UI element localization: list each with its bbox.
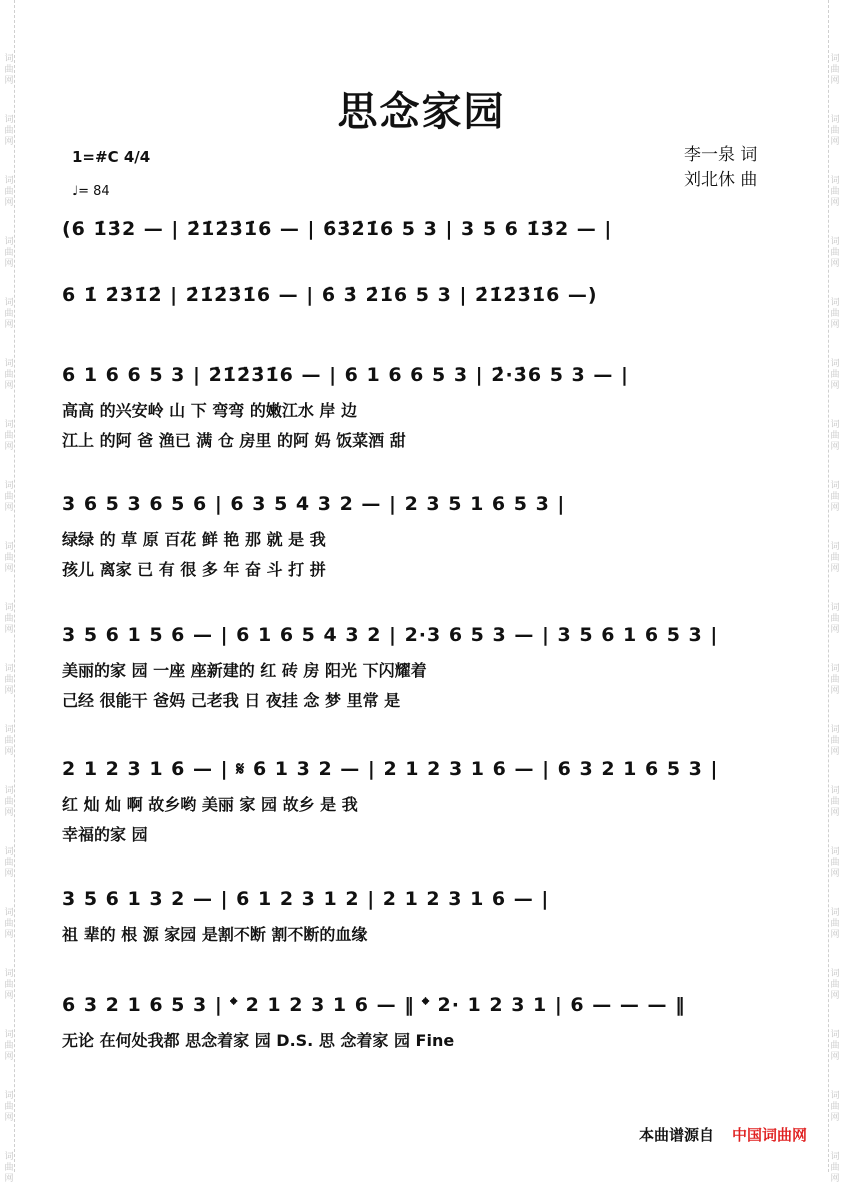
watermark-char: 网 xyxy=(830,320,840,330)
notation-line: (6 1̇3̇2 — | 2̇1̇2̇3̇1̇6 — | 6̇3̇2̇1̇6 5 3 | 3 5 6 1̇3̇2 — | xyxy=(62,218,613,240)
watermark-char: 词 xyxy=(830,847,840,857)
watermark-char: 网 xyxy=(4,747,14,757)
watermark-char: 曲 xyxy=(830,858,840,868)
lyric-verse-1: 无论 在何处我都 思念着家 园 D.S. 思 念着家 园 Fine xyxy=(62,1031,455,1050)
watermark-mark xyxy=(4,969,14,1002)
watermark-char: 曲 xyxy=(830,675,840,685)
lyric-verse-2: 孩儿 离家 已 有 很 多 年 奋 斗 打 拼 xyxy=(62,560,326,579)
watermark-mark xyxy=(830,847,840,880)
watermark-char: 曲 xyxy=(4,248,14,258)
watermark-mark xyxy=(4,298,14,331)
watermark-mark xyxy=(4,725,14,758)
watermark-mark xyxy=(4,237,14,270)
watermark-mark xyxy=(830,237,840,270)
watermark-char: 曲 xyxy=(4,65,14,75)
lyric-verse-1: 高高 的兴安岭 山 下 弯弯 的嫩江水 岸 边 xyxy=(62,401,357,420)
watermark-mark xyxy=(4,420,14,453)
watermark-char: 网 xyxy=(830,808,840,818)
watermark-char: 网 xyxy=(830,137,840,147)
watermark-char: 词 xyxy=(830,115,840,125)
watermark-char: 曲 xyxy=(4,309,14,319)
watermark-char: 曲 xyxy=(4,614,14,624)
watermark-char: 曲 xyxy=(4,675,14,685)
key-text: 1=#C xyxy=(72,148,119,166)
watermark-char: 词 xyxy=(830,969,840,979)
watermark-char: 曲 xyxy=(830,1163,840,1173)
watermark-char: 曲 xyxy=(4,126,14,136)
watermark-char: 网 xyxy=(830,991,840,1001)
watermark-mark xyxy=(830,359,840,392)
watermark-char: 网 xyxy=(830,442,840,452)
watermark-char: 词 xyxy=(830,542,840,552)
watermark-mark xyxy=(4,664,14,697)
watermark-mark xyxy=(4,1152,14,1185)
key-signature xyxy=(72,148,150,166)
watermark-char: 网 xyxy=(4,137,14,147)
source-label: 本曲谱源自 xyxy=(638,1126,714,1144)
notation-line: 3 5 6 1 3 2 — | 6 1 2 3 1 2 | 2 1 2 3 1 6 — | xyxy=(62,888,550,910)
watermark-char: 网 xyxy=(830,869,840,879)
watermark-mark xyxy=(4,359,14,392)
lyric-verse-1: 祖 辈的 根 源 家园 是割不断 割不断的血缘 xyxy=(62,925,368,944)
watermark-char: 曲 xyxy=(830,797,840,807)
watermark-mark xyxy=(4,1030,14,1063)
notation-line: 2 1 2 3 1 6 — | 𝄋 6 1 3 2 — | 2 1 2 3 1 6 — | 6 3 2 1 6 5 3 | xyxy=(62,758,719,780)
watermark-mark xyxy=(830,969,840,1002)
watermark-mark xyxy=(830,786,840,819)
watermark-mark xyxy=(4,542,14,575)
watermark-mark xyxy=(830,420,840,453)
watermark-char: 网 xyxy=(4,76,14,86)
watermark-char: 词 xyxy=(4,603,14,613)
watermark-char: 网 xyxy=(830,259,840,269)
lyric-verse-2: 幸福的家 园 xyxy=(62,825,148,844)
watermark-char: 网 xyxy=(830,1052,840,1062)
watermark-char: 词 xyxy=(830,1030,840,1040)
watermark-mark xyxy=(830,542,840,575)
watermark-char: 曲 xyxy=(4,1163,14,1173)
watermark-char: 网 xyxy=(830,76,840,86)
watermark-char: 网 xyxy=(4,381,14,391)
watermark-char: 曲 xyxy=(830,980,840,990)
watermark-char: 曲 xyxy=(830,919,840,929)
watermark-char: 曲 xyxy=(4,797,14,807)
watermark-char: 曲 xyxy=(4,187,14,197)
watermark-char: 网 xyxy=(4,503,14,513)
lyric-verse-1: 美丽的家 园 一座 座新建的 红 砖 房 阳光 下闪耀着 xyxy=(62,661,427,680)
watermark-mark xyxy=(830,664,840,697)
watermark-char: 曲 xyxy=(4,919,14,929)
watermark-char: 词 xyxy=(830,481,840,491)
watermark-char: 曲 xyxy=(830,309,840,319)
watermark-mark xyxy=(830,725,840,758)
watermark-char: 词 xyxy=(4,54,14,64)
watermark-char: 网 xyxy=(4,686,14,696)
lyric-verse-1: 绿绿 的 草 原 百花 鲜 艳 那 就 是 我 xyxy=(62,530,326,549)
watermark-char: 网 xyxy=(4,808,14,818)
watermark-char: 曲 xyxy=(830,187,840,197)
watermark-mark xyxy=(830,1091,840,1124)
notation-line: 3 6 5 3 6 5 6 | 6 3 5 4 3 2 — | 2 3 5 1 6 5 3 | xyxy=(62,493,566,515)
composer: 刘北休 曲 xyxy=(684,170,758,190)
watermark-char: 词 xyxy=(4,664,14,674)
song-title: 思念家园 xyxy=(337,89,506,135)
watermark-char: 词 xyxy=(4,115,14,125)
watermark-mark xyxy=(830,481,840,514)
right-margin-line xyxy=(828,0,829,1172)
watermark-char: 词 xyxy=(4,1091,14,1101)
watermark-char: 曲 xyxy=(4,553,14,563)
watermark-mark xyxy=(4,847,14,880)
watermark-char: 词 xyxy=(4,420,14,430)
watermark-char: 词 xyxy=(830,1091,840,1101)
watermark-mark xyxy=(4,908,14,941)
watermark-char: 曲 xyxy=(830,431,840,441)
watermark-char: 词 xyxy=(830,420,840,430)
notation-line: 6 1 6 6 5 3 | 2̇1̇2̇3̇1̇6 — | 6 1 6 6 5 3 | 2̇·3̇6 5 3 — | xyxy=(62,364,629,386)
credits xyxy=(684,143,757,193)
watermark-char: 网 xyxy=(4,991,14,1001)
watermark-char: 词 xyxy=(830,664,840,674)
watermark-char: 曲 xyxy=(830,1041,840,1051)
watermark-mark xyxy=(4,176,14,209)
time-signature: 4/4 xyxy=(123,148,151,166)
watermark-char: 网 xyxy=(4,869,14,879)
lyric-verse-2: 己经 很能干 爸妈 己老我 日 夜挂 念 梦 里常 是 xyxy=(62,691,401,710)
watermark-char: 词 xyxy=(830,1152,840,1162)
watermark-char: 词 xyxy=(4,908,14,918)
watermark-char: 曲 xyxy=(4,370,14,380)
watermark-char: 网 xyxy=(4,320,14,330)
notation-line: 6 3 2 1 6 5 3 | 𝄌 2 1 2 3 1 6 — ‖ 𝄌 2· 1 2 3 1 | 6 — — — ‖ xyxy=(62,994,686,1016)
watermark-char: 曲 xyxy=(4,492,14,502)
watermark-char: 词 xyxy=(830,359,840,369)
source-note xyxy=(639,1124,807,1145)
watermark-char: 网 xyxy=(830,381,840,391)
watermark-char: 网 xyxy=(4,259,14,269)
watermark-char: 网 xyxy=(830,564,840,574)
watermark-char: 词 xyxy=(830,298,840,308)
watermark-char: 网 xyxy=(4,930,14,940)
watermark-char: 曲 xyxy=(830,553,840,563)
watermark-char: 词 xyxy=(4,237,14,247)
lyricist: 李一泉 词 xyxy=(684,145,758,165)
watermark-char: 网 xyxy=(4,1052,14,1062)
watermark-char: 词 xyxy=(830,908,840,918)
watermark-char: 曲 xyxy=(830,126,840,136)
watermark-char: 词 xyxy=(4,481,14,491)
notation-line: 3 5 6 1 5 6 — | 6 1 6 5 4 3 2 | 2·3 6 5 3 — | 3 5 6 1 6 5 3 | xyxy=(62,624,719,646)
watermark-char: 词 xyxy=(4,847,14,857)
watermark-mark xyxy=(4,481,14,514)
watermark-char: 词 xyxy=(830,176,840,186)
watermark-char: 词 xyxy=(830,725,840,735)
watermark-char: 词 xyxy=(4,969,14,979)
watermark-char: 网 xyxy=(4,564,14,574)
watermark-char: 词 xyxy=(4,1152,14,1162)
watermark-char: 网 xyxy=(4,442,14,452)
watermark-char: 词 xyxy=(830,786,840,796)
watermark-char: 词 xyxy=(830,237,840,247)
tempo-marking: ♩= 84 xyxy=(72,184,110,199)
lyric-verse-2: 江上 的阿 爸 渔已 满 仓 房里 的阿 妈 饭菜酒 甜 xyxy=(62,431,406,450)
watermark-char: 网 xyxy=(830,1113,840,1123)
watermark-char: 曲 xyxy=(830,248,840,258)
lyric-verse-1: 红 灿 灿 啊 故乡哟 美丽 家 园 故乡 是 我 xyxy=(62,795,358,814)
watermark-mark xyxy=(830,908,840,941)
watermark-mark xyxy=(4,1091,14,1124)
watermark-mark xyxy=(830,298,840,331)
watermark-char: 词 xyxy=(4,786,14,796)
watermark-char: 词 xyxy=(830,54,840,64)
watermark-char: 词 xyxy=(4,298,14,308)
watermark-char: 网 xyxy=(4,198,14,208)
watermark-char: 网 xyxy=(4,1113,14,1123)
watermark-mark xyxy=(4,603,14,636)
watermark-char: 曲 xyxy=(4,1102,14,1112)
watermark-char: 词 xyxy=(830,603,840,613)
watermark-char: 曲 xyxy=(4,1041,14,1051)
watermark-char: 曲 xyxy=(830,65,840,75)
watermark-char: 网 xyxy=(830,686,840,696)
watermark-mark xyxy=(830,1030,840,1063)
watermark-char: 网 xyxy=(4,1174,14,1184)
watermark-char: 曲 xyxy=(830,1102,840,1112)
watermark-mark xyxy=(830,603,840,636)
watermark-char: 网 xyxy=(830,747,840,757)
watermark-char: 词 xyxy=(4,542,14,552)
watermark-char: 曲 xyxy=(830,370,840,380)
watermark-char: 曲 xyxy=(4,431,14,441)
watermark-mark xyxy=(830,176,840,209)
watermark-char: 词 xyxy=(4,1030,14,1040)
left-margin-line xyxy=(14,0,15,1172)
watermark-mark xyxy=(830,1152,840,1185)
watermark-char: 词 xyxy=(4,176,14,186)
source-site-link[interactable]: 中国词曲网 xyxy=(731,1126,807,1144)
watermark-char: 曲 xyxy=(830,736,840,746)
watermark-char: 网 xyxy=(830,930,840,940)
watermark-char: 词 xyxy=(4,725,14,735)
watermark-char: 曲 xyxy=(4,736,14,746)
watermark-char: 网 xyxy=(830,503,840,513)
watermark-char: 曲 xyxy=(4,858,14,868)
watermark-char: 网 xyxy=(830,198,840,208)
watermark-char: 网 xyxy=(830,625,840,635)
watermark-mark xyxy=(4,786,14,819)
watermark-char: 曲 xyxy=(830,614,840,624)
watermark-char: 网 xyxy=(830,1174,840,1184)
watermark-char: 网 xyxy=(4,625,14,635)
watermark-char: 曲 xyxy=(830,492,840,502)
watermark-char: 曲 xyxy=(4,980,14,990)
watermark-char: 词 xyxy=(4,359,14,369)
notation-line: 6 1̇ 2̇3̇1̇2̇ | 2̇1̇2̇3̇1̇6 — | 6̇ 3̇ 2̇1̇6 5 3 | 2̇1̇2̇3̇1̇6 —) xyxy=(62,284,598,306)
